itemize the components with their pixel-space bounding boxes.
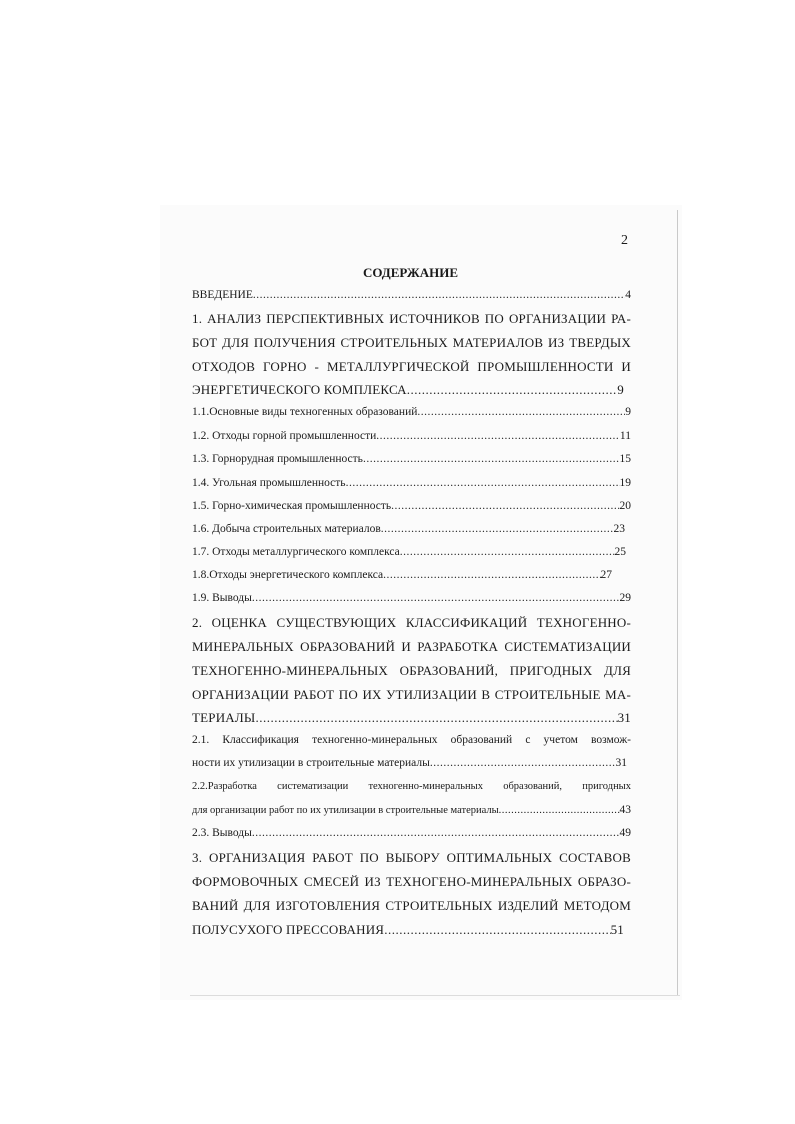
dot-leader [430,757,616,769]
toc-chapter-3-line[interactable]: ФОРМОВОЧНЫХ СМЕСЕЙ ИЗ ТЕХНОГЕНО-МИНЕРАЛЬНЫХ ОБРАЗО- [192,874,631,889]
toc-entry-page: 20 [619,500,631,512]
toc-entry-title: 1.1.Основные виды техногенных образований [192,406,418,418]
toc-entry-page: 31 [617,710,631,725]
toc-entry-page: 9 [617,382,624,397]
toc-chapter-1-line[interactable]: ОТХОДОВ ГОРНО - МЕТАЛЛУРГИЧЕСКОЙ ПРОМЫШЛЕННОСТИ И [192,359,631,374]
toc-chapter-3[interactable] [192,922,624,938]
toc-entry-title: ЭНЕРГЕТИЧЕСКОГО КОМПЛЕКСА [192,382,407,397]
dot-leader [391,500,619,512]
dot-leader [252,827,620,839]
toc-entry-title: 2.3. Выводы [192,827,252,839]
toc-entry-title: 1.5. Горно-химическая промышленность [192,500,392,512]
toc-entry-title: ВВЕДЕНИЕ [192,289,253,301]
toc-chapter-1-line[interactable]: БОТ ДЛЯ ПОЛУЧЕНИЯ СТРОИТЕЛЬНЫХ МАТЕРИАЛОВ ИЗ ТВЕРДЫХ [192,335,631,350]
toc-entry-page: 51 [610,922,624,937]
page-title: СОДЕРЖАНИЕ [362,265,459,280]
dot-leader [499,805,620,816]
toc-entry-1-6[interactable] [192,523,625,535]
toc-entry-1-1[interactable] [192,406,631,418]
toc-entry-1-7[interactable] [192,546,626,558]
toc-chapter-3-line[interactable]: ВАНИЙ ДЛЯ ИЗГОТОВЛЕНИЯ СТРОИТЕЛЬНЫХ ИЗДЕЛИЙ МЕТОДОМ [192,898,631,913]
toc-chapter-3-line[interactable]: 3. ОРГАНИЗАЦИЯ РАБОТ ПО ВЫБОРУ ОПТИМАЛЬНЫХ СОСТАВОВ [192,850,631,865]
toc-entry-title: 1.7. Отходы металлургического комплекса [192,546,400,558]
toc-entry-page: 25 [614,546,626,558]
toc-entry-page: 11 [619,430,631,442]
toc-entry-1-2[interactable] [192,430,631,442]
toc-chapter-2[interactable] [192,710,631,726]
toc-entry-title: 1.8.Отходы энергетического комплекса [192,569,384,581]
dot-leader [253,289,625,301]
toc-entry-1-5[interactable] [192,500,631,512]
toc-entry-title: ТЕРИАЛЫ [192,710,256,725]
dot-leader [383,569,600,581]
toc-entry-page: 31 [615,757,627,769]
dot-leader [252,592,620,604]
toc-entry-page: 49 [619,827,631,839]
toc-entry-2-1[interactable] [192,757,627,769]
dot-leader [363,453,620,465]
dot-leader [346,477,620,489]
toc-entry-page: 29 [619,592,631,604]
toc-entry-page: 27 [600,569,612,581]
toc-entry-intro[interactable] [192,289,631,301]
toc-entry-1-4[interactable] [192,477,631,489]
toc-entry-2-2[interactable] [192,804,631,816]
toc-chapter-2-line[interactable]: 2. ОЦЕНКА СУЩЕСТВУЮЩИХ КЛАССИФИКАЦИЙ ТЕХНОГЕННО- [192,615,631,630]
toc-entry-title: 1.9. Выводы [192,592,252,604]
page-edge-bottom [190,995,680,996]
toc-entry-1-9[interactable] [192,592,631,604]
toc-entry-2-2-line[interactable]: 2.2.Разработка систематизации техногенно-минеральных образований, пригодных [192,781,631,792]
dot-leader [417,406,625,418]
toc-entry-page: 15 [619,453,631,465]
toc-entry-2-3[interactable] [192,827,631,839]
dot-leader [407,382,618,398]
toc-entry-1-3[interactable] [192,453,631,465]
toc-chapter-2-line[interactable]: ТЕХНОГЕННО-МИНЕРАЛЬНЫХ ОБРАЗОВАНИЙ, ПРИГОДНЫХ ДЛЯ [192,663,631,678]
page-number: 2 [621,233,628,248]
toc-entry-title: 1.6. Добыча строительных материалов [192,523,381,535]
toc-entry-title: для организации работ по их утилизации в строительные материалы [192,805,499,816]
dot-leader [255,710,617,726]
toc-entry-page: 9 [625,406,631,418]
toc-entry-1-8[interactable] [192,569,612,581]
toc-entry-2-1-line[interactable]: 2.1. Классификация техногенно-минеральных образований с учетом возмож- [192,734,631,746]
toc-entry-title: 1.2. Отходы горной промышленности [192,430,377,442]
toc-entry-title: 1.3. Горнорудная промышленность [192,453,363,465]
dot-leader [381,523,614,535]
page-edge-right [677,210,678,995]
toc-entry-title: 1.4. Угольная промышленность [192,477,346,489]
dot-leader [376,430,620,442]
toc-chapter-2-line[interactable]: МИНЕРАЛЬНЫХ ОБРАЗОВАНИЙ И РАЗРАБОТКА СИСТЕМАТИЗАЦИИ [192,639,631,654]
toc-entry-page: 4 [625,289,631,301]
toc-chapter-1[interactable] [192,382,624,398]
toc-chapter-1-line[interactable]: 1. АНАЛИЗ ПЕРСПЕКТИВНЫХ ИСТОЧНИКОВ ПО ОРГАНИЗАЦИИ РА- [192,311,631,326]
toc-entry-title: ПОЛУСУХОГО ПРЕССОВАНИЯ [192,922,385,937]
toc-entry-page: 19 [619,477,631,489]
toc-entry-title: ности их утилизации в строительные материалы [192,757,430,769]
toc-chapter-2-line[interactable]: ОРГАНИЗАЦИИ РАБОТ ПО ИХ УТИЛИЗАЦИИ В СТРОИТЕЛЬНЫЕ МА- [192,687,631,702]
toc-entry-page: 43 [619,804,631,816]
toc-entry-page: 23 [613,523,625,535]
dot-leader [400,546,615,558]
dot-leader [384,922,610,938]
